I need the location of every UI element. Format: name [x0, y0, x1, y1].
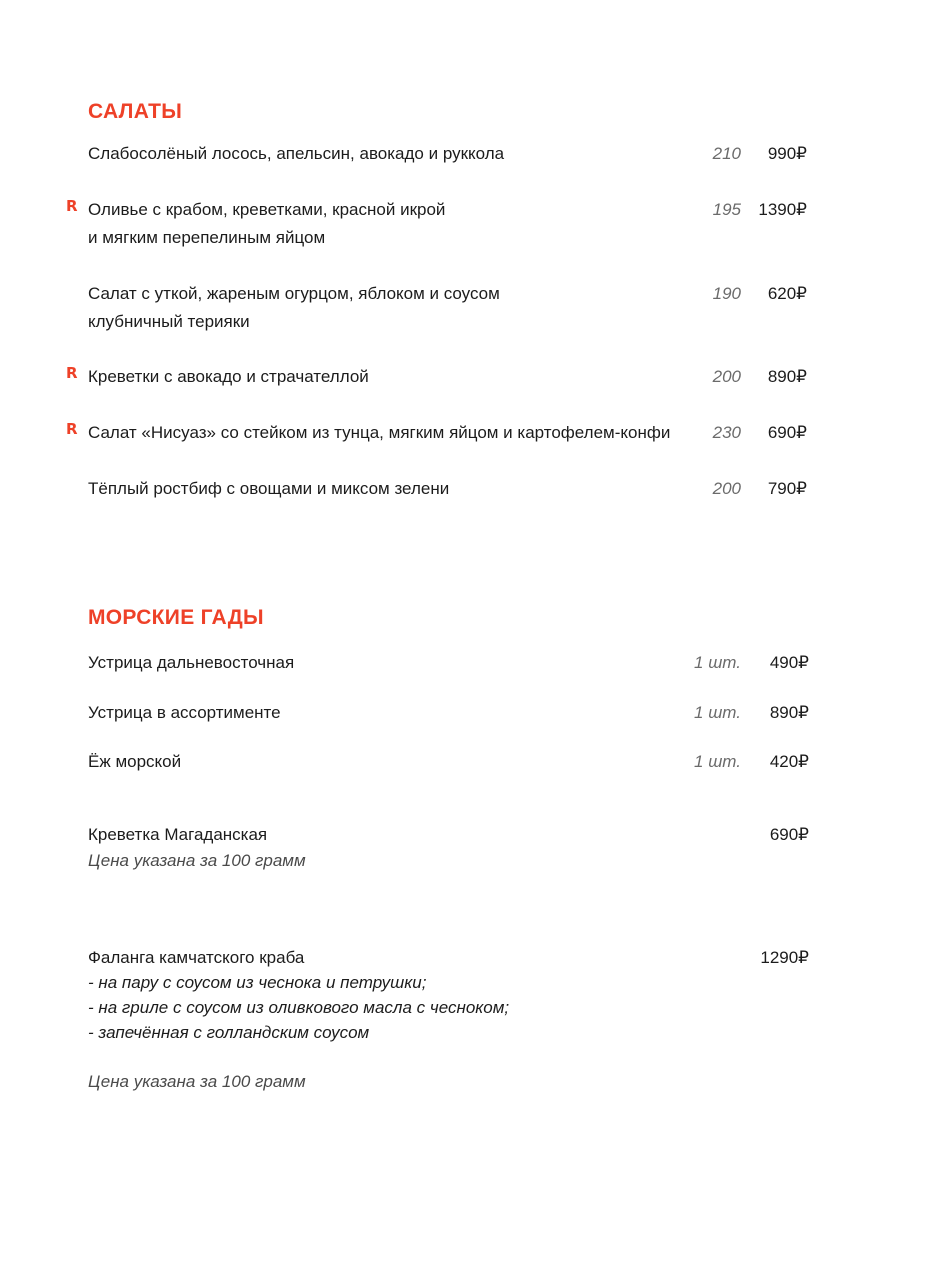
item-price: 1290₽: [760, 948, 809, 967]
item-weight: 1 шт.: [694, 653, 741, 672]
item-price: 790₽: [767, 479, 807, 498]
option-line: - на пару с соусом из чеснока и петрушки;: [88, 973, 427, 992]
item-price: 620₽: [767, 284, 807, 303]
item-weight: 1 шт.: [694, 752, 741, 771]
item-name: Салат с уткой, жареным огурцом, яблоком и соусом клубничный терияки: [88, 284, 500, 331]
item-price: 890₽: [767, 367, 807, 386]
item-weight: 200: [712, 479, 741, 498]
item-name: Устрица в ассортименте: [88, 703, 281, 722]
recommended-badge-icon: R: [66, 420, 78, 438]
item-price: 890₽: [769, 703, 809, 722]
recommended-badge-icon: R: [66, 197, 78, 215]
item-weight: 210: [712, 144, 741, 163]
item-name: Слабосолёный лосось, апельсин, авокадо и руккола: [88, 144, 505, 163]
item-weight: 200: [712, 367, 741, 386]
section-title-seafood: МОРСКИЕ ГАДЫ: [88, 606, 264, 629]
item-name: Ёж морской: [88, 752, 182, 771]
option-line: - запечённая с голландским соусом: [88, 1023, 370, 1042]
item-weight: 195: [712, 200, 741, 219]
item-price: 990₽: [767, 144, 807, 163]
item-name: Креветка Магаданская: [88, 825, 268, 844]
item-price: 1390₽: [758, 200, 807, 219]
price-note: Цена указана за 100 грамм: [88, 851, 306, 870]
item-price: 690₽: [769, 825, 809, 844]
item-name: Фаланга камчатского краба: [88, 948, 305, 967]
recommended-badge-icon: R: [66, 364, 78, 382]
option-line: - на гриле с соусом из оливкового масла с чесноком;: [88, 998, 510, 1017]
item-name: Оливье с крабом, креветками, красной икрой и мягким перепелиным яйцом: [88, 200, 446, 247]
section-title-salads: САЛАТЫ: [88, 100, 183, 123]
item-weight: 230: [712, 423, 741, 442]
item-weight: 190: [712, 284, 741, 303]
preparation-options: [88, 970, 509, 1045]
item-name: Салат «Нисуаз» со стейком из тунца, мягким яйцом и картофелем-конфи: [88, 423, 671, 442]
item-name: Креветки с авокадо и страчателлой: [88, 367, 369, 386]
item-price: 490₽: [769, 653, 809, 672]
item-name: Устрица дальневосточная: [88, 653, 295, 672]
item-weight: 1 шт.: [694, 703, 741, 722]
price-note: Цена указана за 100 грамм: [88, 1072, 306, 1091]
item-price: 690₽: [767, 423, 807, 442]
item-name: Тёплый ростбиф с овощами и миксом зелени: [88, 479, 450, 498]
item-price: 420₽: [769, 752, 809, 771]
